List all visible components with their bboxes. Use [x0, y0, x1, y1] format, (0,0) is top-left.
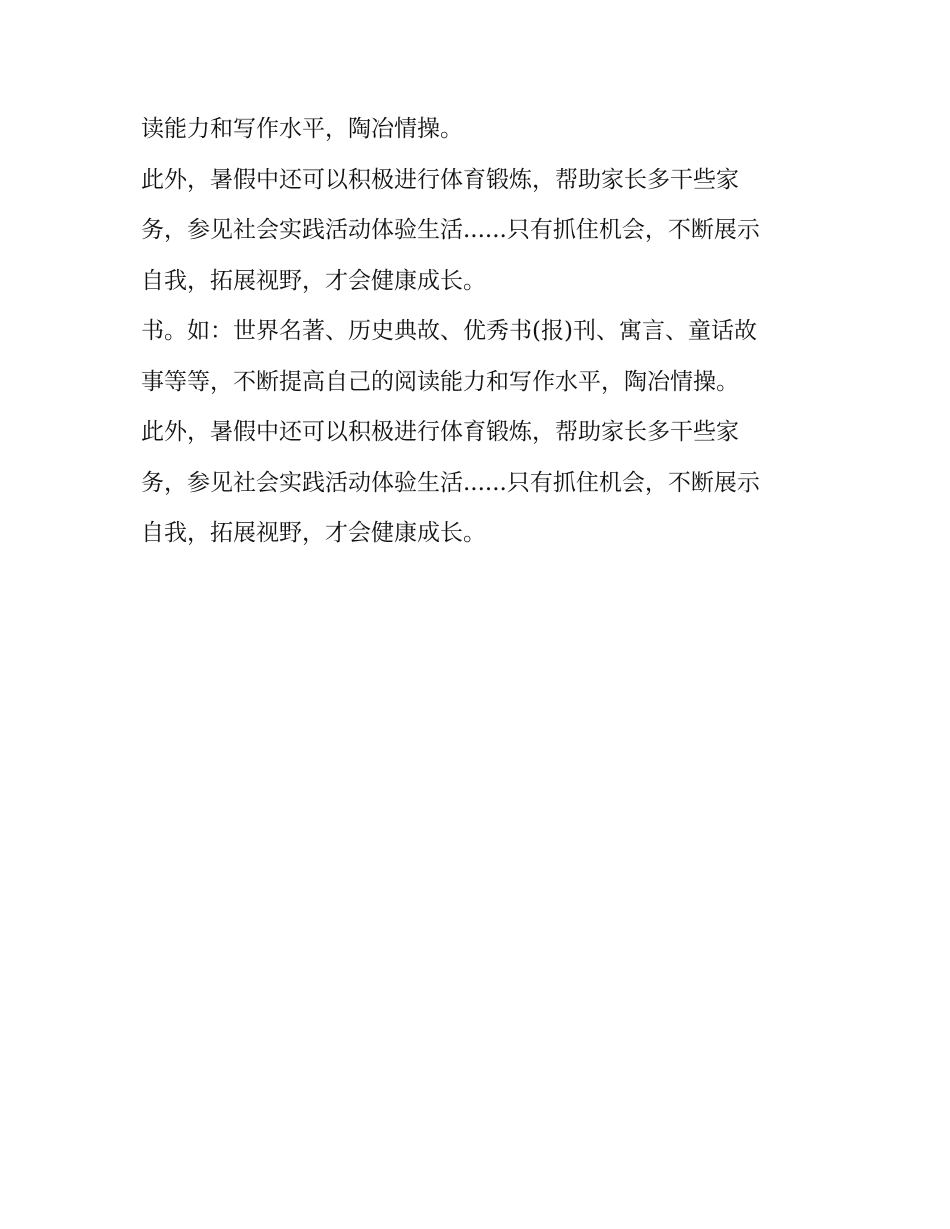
- text-line-7: 此外，暑假中还可以积极进行体育锻炼，帮助家长多干些家: [141, 419, 739, 445]
- text-line-4: 自我，拓展视野，才会健康成长。: [141, 267, 486, 294]
- text-line-8: 务，参见社会实践活动体验生活......只有抓住机会，不断展示: [141, 469, 760, 496]
- text-line-3: 务，参见社会实践活动体验生活......只有抓住机会，不断展示: [141, 217, 760, 243]
- text-line-1: 读能力和写作水平，陶冶情操。: [141, 116, 463, 142]
- text-line-5: 书。如：世界名著、历史典故、优秀书(报)刊、寓言、童话故: [141, 318, 757, 344]
- text-line-6: 事等等，不断提高自己的阅读能力和写作水平，陶冶情操。: [141, 368, 739, 395]
- text-line-9: 自我，拓展视野，才会健康成长。: [141, 520, 486, 546]
- text-line-2: 此外，暑假中还可以积极进行体育锻炼，帮助家长多干些家: [141, 166, 739, 193]
- document-body: [141, 104, 821, 559]
